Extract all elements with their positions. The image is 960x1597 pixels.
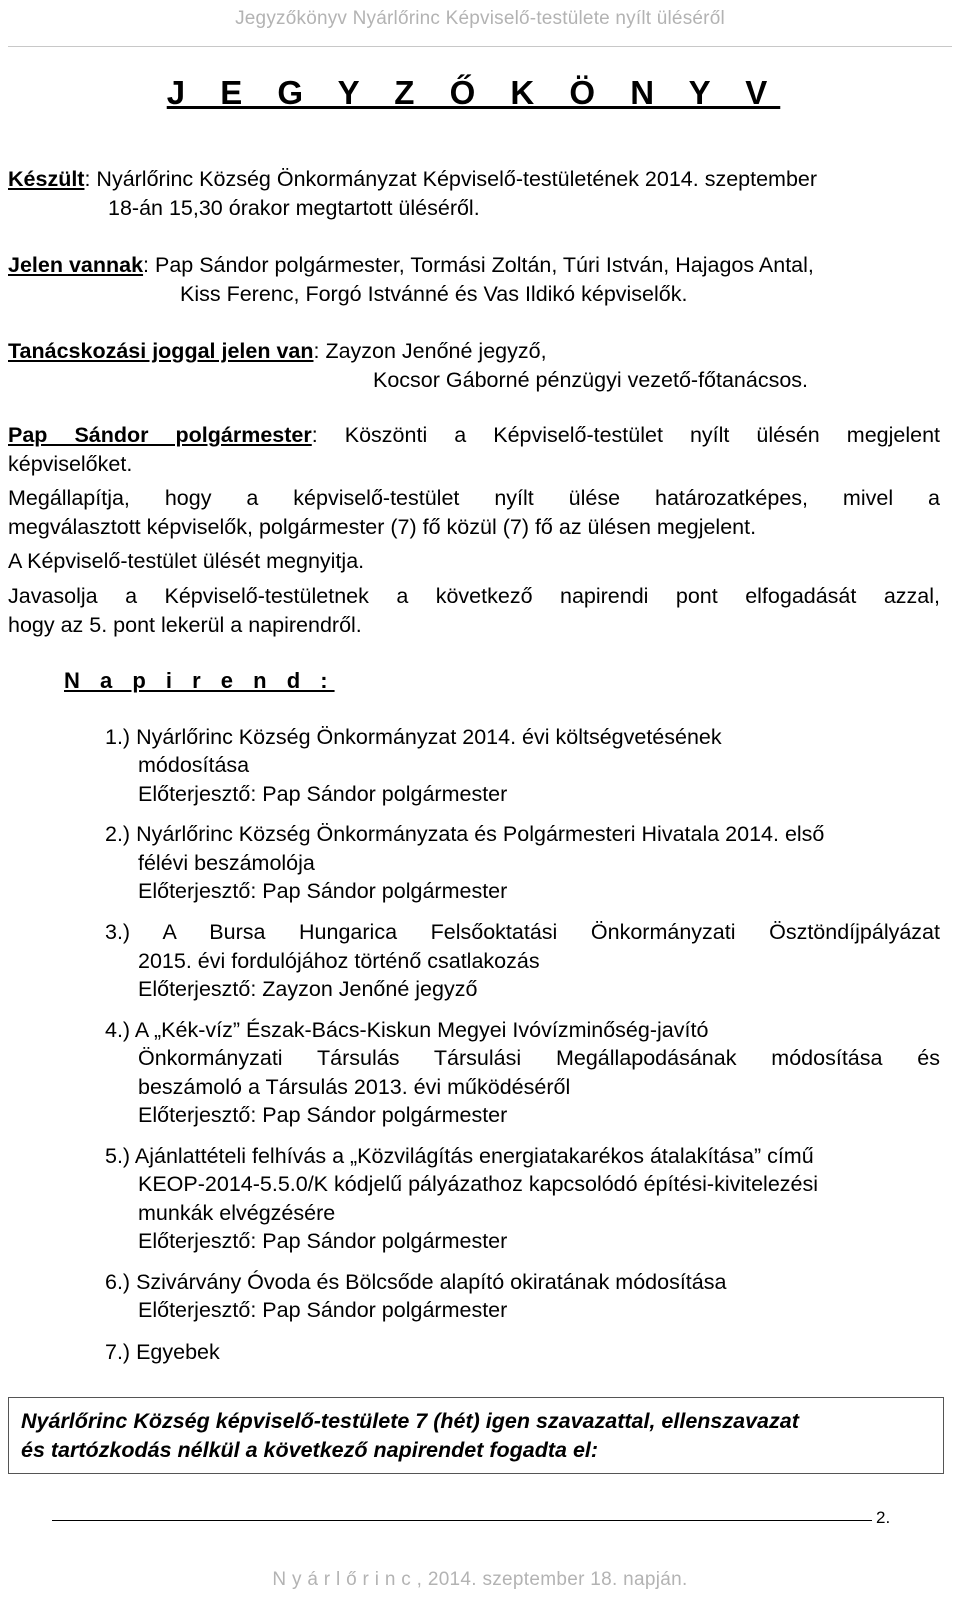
vote-line-1: Nyárlőrinc Község képviselő-testülete 7 (hét) igen szavazattal, ellenszavazat xyxy=(21,1409,799,1433)
vote-line-2: és tartózkodás nélkül a következő napirendet fogadta el: xyxy=(21,1438,599,1462)
napirend-heading: N a p i r e n d : xyxy=(64,668,335,693)
megnyitja-text: A Képviselő-testület ülését megnyitja. xyxy=(8,549,365,573)
tanacskozasi-line-2: Kocsor Gáborné pénzügyi vezető-főtanácsos. xyxy=(373,368,809,392)
agenda-item-4-presenter: Előterjesztő: Pap Sándor polgármester xyxy=(138,1103,508,1127)
agenda-item-5-line-2: KEOP-2014-5.5.0/K kódjelű pályázathoz kapcsolódó építési-kivitelezési xyxy=(138,1172,819,1196)
agenda-item-2-line-1: 2.) Nyárlőrinc Község Önkormányzata és Polgármesteri Hivatala 2014. első xyxy=(105,822,825,846)
vote-resolution-box xyxy=(8,1397,944,1474)
agenda-item-6-line-1: 6.) Szivárvány Óvoda és Bölcsőde alapító okiratának módosítása xyxy=(105,1270,727,1294)
agenda-item-3-line-1: 3.) A Bursa Hungarica Felsőoktatási Önkormányzati Ösztöndíjpályázat xyxy=(105,920,940,944)
document-title: J E G Y Z Ő K Ö N Y V xyxy=(166,74,781,111)
page-number: 2. xyxy=(876,1508,891,1527)
agenda-item-3-line-2: 2015. évi fordulójához történő csatlakozás xyxy=(138,949,540,973)
tanacskozasi-line-1 xyxy=(8,337,547,366)
pap-label: Pap Sándor polgármester xyxy=(8,423,312,447)
agenda-item-5-presenter: Előterjesztő: Pap Sándor polgármester xyxy=(138,1229,508,1253)
agenda-item-1-presenter: Előterjesztő: Pap Sándor polgármester xyxy=(138,782,508,806)
agenda-item-1-line-2: módosítása xyxy=(138,753,250,777)
keszult-line-2: 18-án 15,30 órakor megtartott üléséről. xyxy=(108,196,480,220)
jelen-line-2: Kiss Ferenc, Forgó Istvánné és Vas Ildikó képviselők. xyxy=(180,282,688,306)
agenda-item-2-line-2: félévi beszámolója xyxy=(138,851,315,875)
jelen-label: Jelen vannak xyxy=(8,253,144,277)
keszult-text: : Nyárlőrinc Község Önkormányzat Képviselő-testületének 2014. szeptember xyxy=(84,167,818,191)
agenda-item-5-line-1: 5.) Ajánlattételi felhívás a „Közvilágítás energiatakarékos átalakítása” című xyxy=(105,1144,814,1168)
agenda-item-5-line-3: munkák elvégzésére xyxy=(138,1201,336,1225)
agenda-item-4-line-1: 4.) A „Kék-víz” Észak-Bács-Kiskun Megyei Ivóvízminőség-javító xyxy=(105,1018,709,1042)
agenda-item-6-presenter: Előterjesztő: Pap Sándor polgármester xyxy=(138,1298,508,1322)
megallapitja-line-1: Megállapítja, hogy a képviselő-testület nyílt ülése határozatképes, mivel a xyxy=(8,486,940,510)
running-footer: N y á r l ő r i n c , 2014. szeptember 18. napján. xyxy=(272,1569,688,1590)
agenda-item-1-line-1: 1.) Nyárlőrinc Község Önkormányzat 2014. évi költségvetésének xyxy=(105,725,722,749)
header-divider xyxy=(8,46,952,47)
agenda-item-4-line-2: Önkormányzati Társulás Társulási Megállapodásának módosítása és xyxy=(138,1046,940,1070)
jelen-text: : Pap Sándor polgármester, Tormási Zoltán, Túri István, Hajagos Antal, xyxy=(143,253,814,277)
running-header: Jegyzőkönyv Nyárlőrinc Képviselő-testülete nyílt üléséről xyxy=(235,8,725,29)
keszult-line-1 xyxy=(8,165,817,194)
megallapitja-line-2: megválasztott képviselők, polgármester (7) fő közül (7) fő az ülésen megjelent. xyxy=(8,515,757,539)
keszult-label: Készült xyxy=(8,167,85,191)
tanacskozasi-label: Tanácskozási joggal jelen van xyxy=(8,339,314,363)
pap-line-2: képviselőket. xyxy=(8,452,133,476)
pap-text: : Köszönti a Képviselő-testület nyílt ülésén megjelent xyxy=(311,423,941,447)
agenda-item-3-presenter: Előterjesztő: Zayzon Jenőné jegyző xyxy=(138,977,478,1001)
agenda-item-4-line-3: beszámoló a Társulás 2013. évi működéséről xyxy=(138,1075,571,1099)
agenda-item-2-presenter: Előterjesztő: Pap Sándor polgármester xyxy=(138,879,508,903)
tanacskozasi-text: : Zayzon Jenőné jegyző, xyxy=(313,339,547,363)
javasolja-line-2: hogy az 5. pont lekerül a napirendről. xyxy=(8,613,362,637)
pap-line-1 xyxy=(8,421,940,450)
jelen-line-1 xyxy=(8,251,814,280)
javasolja-line-1: Javasolja a Képviselő-testületnek a következő napirendi pont elfogadását azzal, xyxy=(8,584,940,608)
agenda-item-7-line-1: 7.) Egyebek xyxy=(105,1340,220,1364)
footer-divider xyxy=(52,1520,872,1521)
